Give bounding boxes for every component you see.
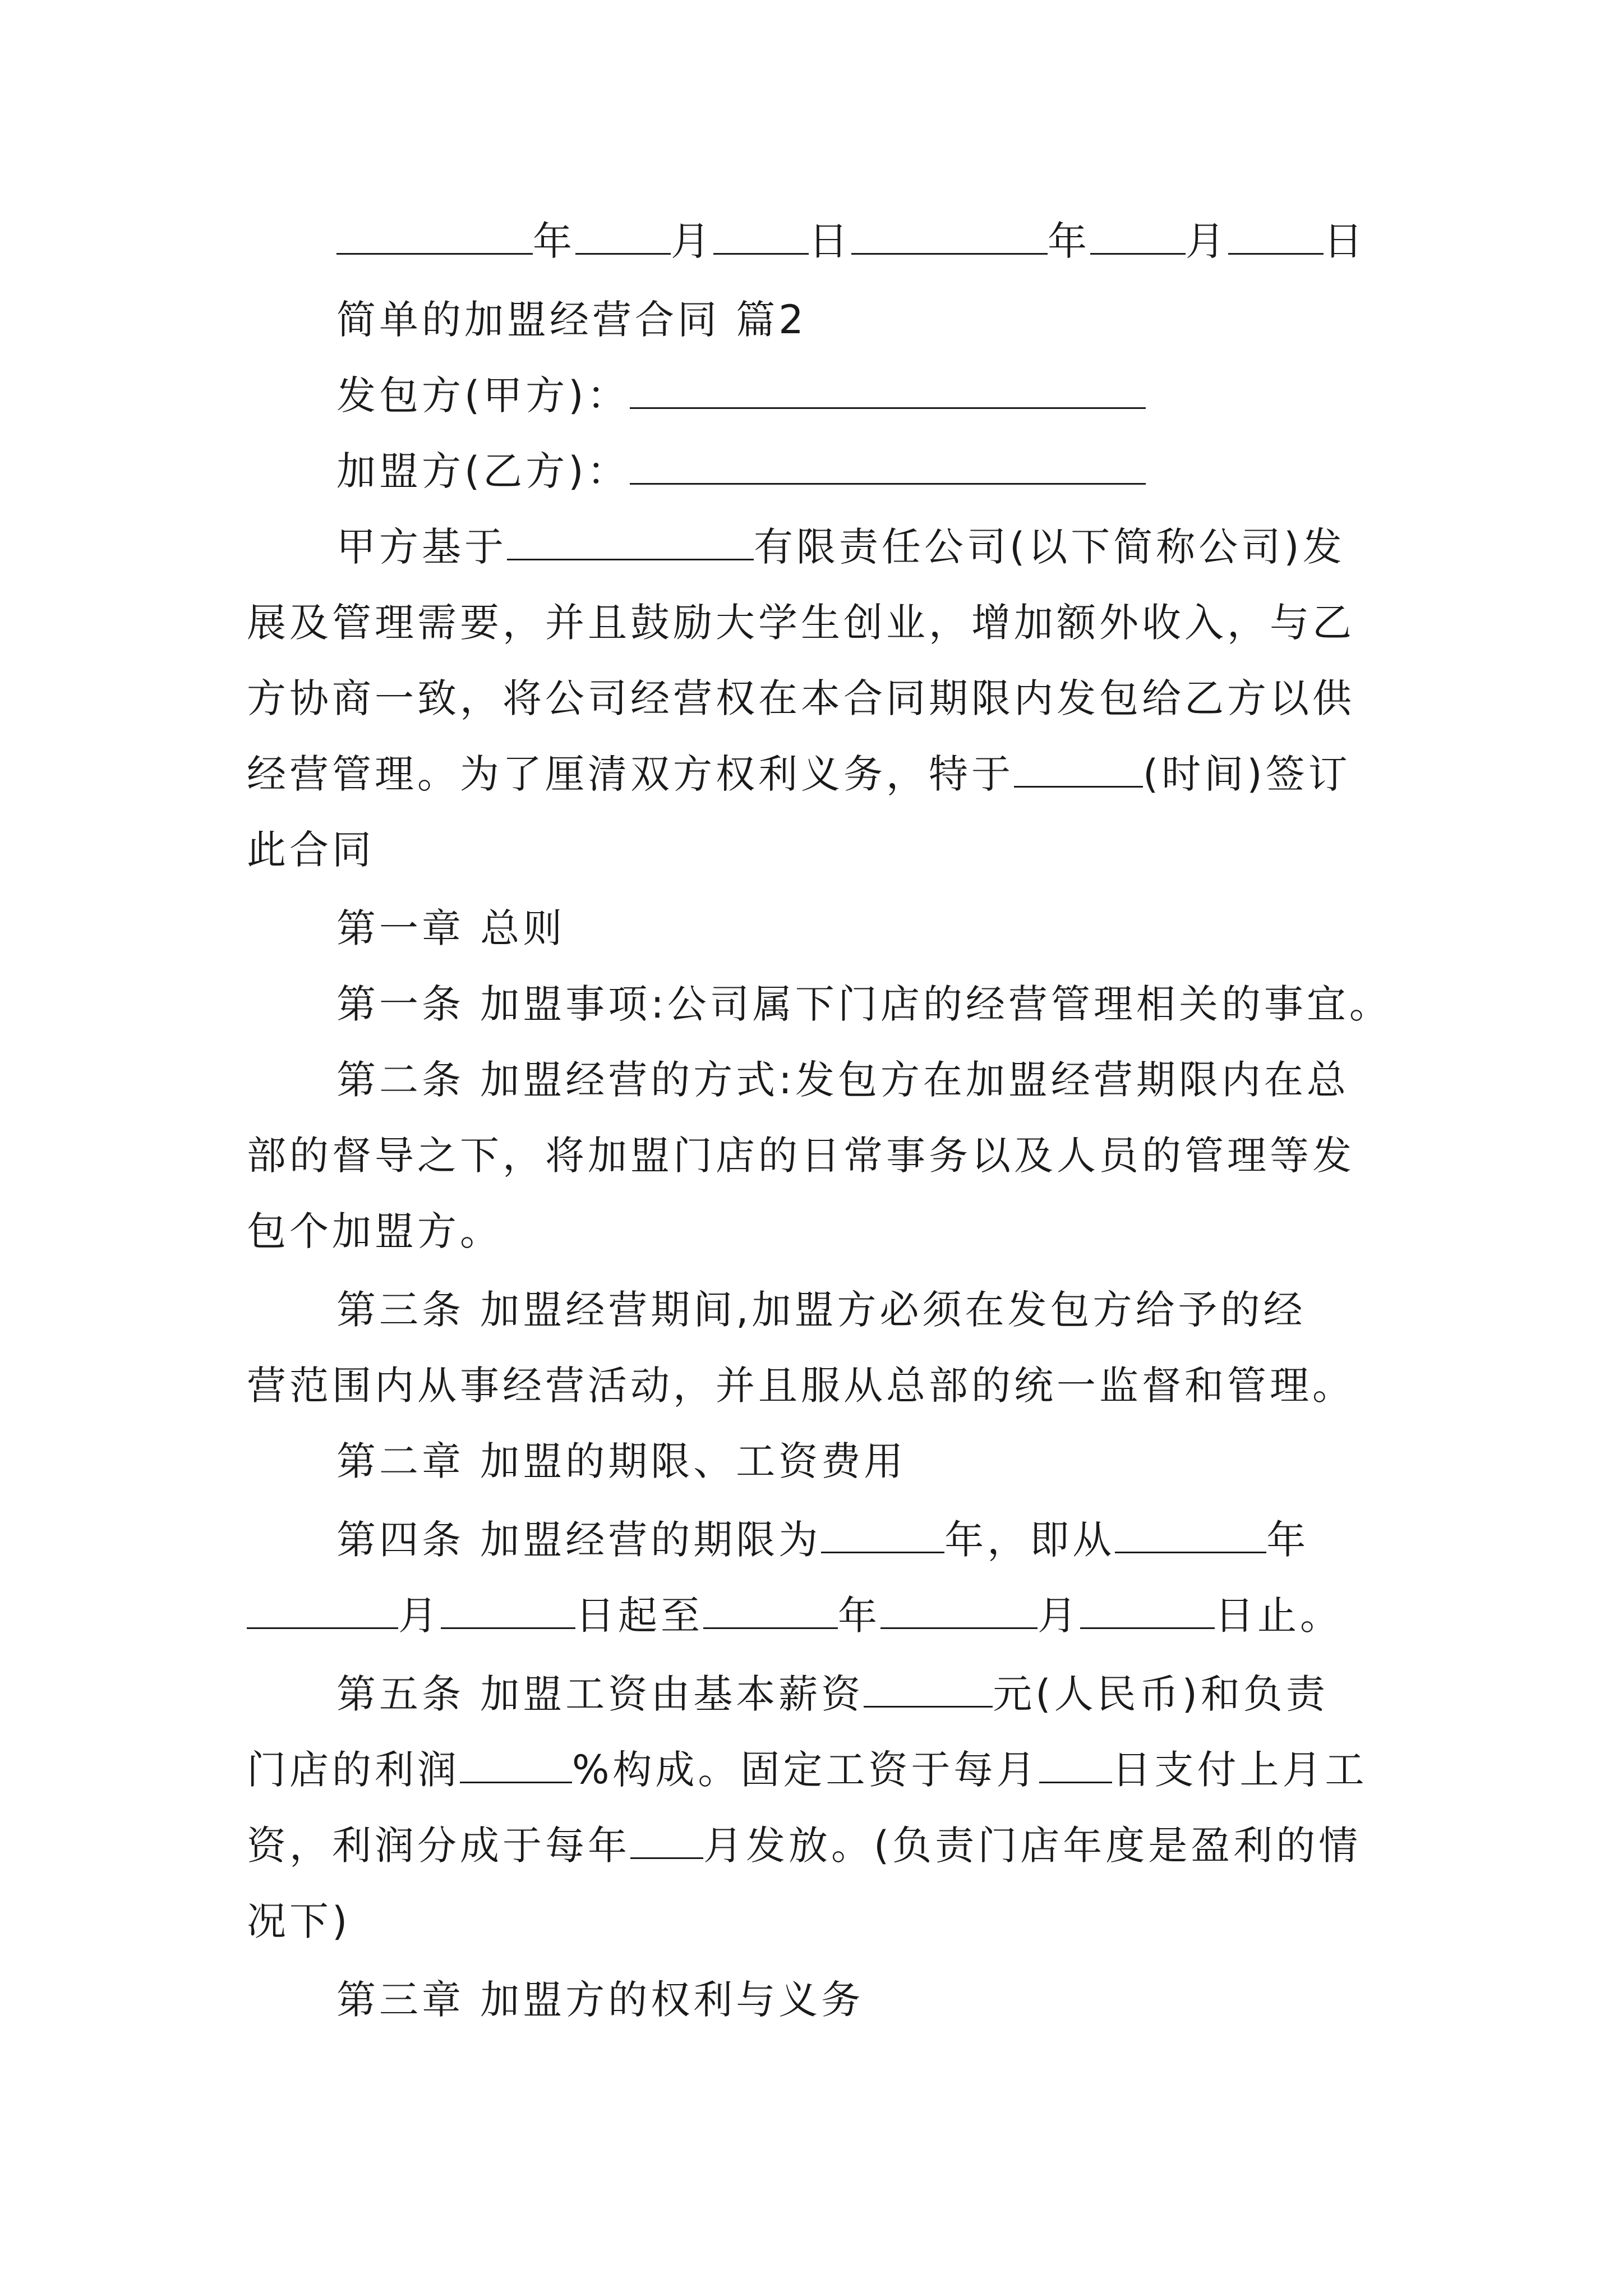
- article-5-line-3: [247, 1818, 1391, 1874]
- profit-percent-blank: [460, 1747, 572, 1783]
- article-5-text-1a: 第五条 加盟工资由基本薪资: [336, 1671, 864, 1717]
- date-line: [336, 213, 1402, 269]
- article-5-text-1b: 元(人民币)和负责: [993, 1671, 1329, 1717]
- party-b-label: 加盟方(乙方)：: [336, 448, 630, 494]
- end-year-blank: [703, 1593, 838, 1629]
- article-2-line-3: 包个加盟方。: [247, 1208, 502, 1254]
- article-5-line-4: 况下): [247, 1898, 351, 1944]
- article-4-line-2: [247, 1588, 1391, 1644]
- company-name-blank: [507, 524, 754, 560]
- preamble-text-4a: 经营管理。为了厘清双方权利义务，特于: [247, 751, 1014, 797]
- party-b-blank: [630, 448, 1146, 485]
- preamble-text-1a: 甲方基于: [336, 524, 507, 570]
- preamble-line-5: 此合同: [247, 827, 375, 873]
- article-4-text-2e: 日止。: [1215, 1593, 1343, 1639]
- blank-month-1: [575, 218, 671, 255]
- preamble-text-4b: (时间)签订: [1143, 751, 1351, 797]
- preamble-line-1: [336, 519, 1402, 575]
- preamble-line-3: 方协商一致，将公司经营权在本合同期限内发包给乙方以供: [247, 675, 1355, 721]
- article-4-text-1c: 年: [1266, 1517, 1310, 1563]
- article-5-text-2a: 门店的利润: [247, 1747, 460, 1793]
- preamble-line-2: 展及管理需要，并且鼓励大学生创业，增加额外收入，与乙: [247, 600, 1355, 646]
- article-4-text-2b: 日起至: [575, 1593, 703, 1639]
- article-4-text-2d: 月: [1038, 1593, 1080, 1639]
- start-month-blank: [247, 1593, 398, 1629]
- article-5-text-2b: %构成。固定工资于每月: [572, 1747, 1039, 1793]
- start-day-blank: [441, 1593, 575, 1629]
- text-month-2: 月: [1186, 218, 1228, 264]
- article-5-text-3a: 资，利润分成于每年: [247, 1823, 630, 1869]
- party-a-label: 发包方(甲方)：: [336, 372, 630, 418]
- article-5-text-3b: 月发放。(负责门店年度是盈利的情: [703, 1823, 1362, 1869]
- text-month-1: 月: [671, 218, 713, 264]
- party-b-line: [336, 443, 1402, 499]
- preamble-line-4: [247, 746, 1391, 802]
- chapter-2-heading: 第二章 加盟的期限、工资费用: [336, 1438, 907, 1484]
- article-2-line-1: 第二条 加盟经营的方式:发包方在加盟经营期限内在总: [336, 1057, 1349, 1103]
- text-year-1: 年: [533, 218, 575, 264]
- article-4-text-2a: 月: [398, 1593, 441, 1639]
- start-year-blank: [1115, 1517, 1266, 1553]
- chapter-1-heading: 第一章 总则: [336, 905, 566, 951]
- end-month-blank: [880, 1593, 1038, 1629]
- article-5-text-2c: 日支付上月工: [1112, 1747, 1368, 1793]
- preamble-text-1b: 有限责任公司(以下简称公司)发: [754, 524, 1345, 570]
- end-day-blank: [1080, 1593, 1215, 1629]
- blank-year-2: [851, 218, 1048, 255]
- blank-month-2: [1090, 218, 1186, 255]
- article-3-line-1: 第三条 加盟经营期间,加盟方必须在发包方给予的经: [336, 1287, 1306, 1333]
- party-a-line: [336, 367, 1402, 424]
- article-4-text-2c: 年: [838, 1593, 880, 1639]
- article-4-text-1b: 年，即从: [944, 1517, 1115, 1563]
- article-2-line-2: 部的督导之下，将加盟门店的日常事务以及人员的管理等发: [247, 1133, 1355, 1179]
- article-5-line-2: [247, 1742, 1391, 1798]
- text-year-2: 年: [1048, 218, 1090, 264]
- blank-day-1: [713, 218, 809, 255]
- article-4-line-1: [336, 1512, 1402, 1568]
- term-years-blank: [821, 1517, 944, 1553]
- base-salary-blank: [864, 1671, 993, 1708]
- party-a-blank: [630, 372, 1146, 409]
- text-day-1: 日: [809, 218, 851, 264]
- blank-day-2: [1228, 218, 1324, 255]
- sign-time-blank: [1014, 751, 1143, 788]
- chapter-3-heading: 第三章 加盟方的权利与义务: [336, 1977, 864, 2023]
- article-4-text-1a: 第四条 加盟经营的期限为: [336, 1517, 822, 1563]
- text-day-2: 日: [1324, 218, 1366, 264]
- contract-title: 简单的加盟经营合同 篇2: [336, 297, 807, 343]
- article-3-line-2: 营范围内从事经营活动，并且服从总部的统一监督和管理。: [247, 1363, 1355, 1409]
- profit-month-blank: [630, 1823, 703, 1859]
- blank-year-1: [336, 218, 533, 255]
- article-1: 第一条 加盟事项:公司属下门店的经营管理相关的事宜。: [336, 981, 1392, 1027]
- pay-day-blank: [1039, 1747, 1112, 1783]
- article-5-line-1: [336, 1666, 1402, 1722]
